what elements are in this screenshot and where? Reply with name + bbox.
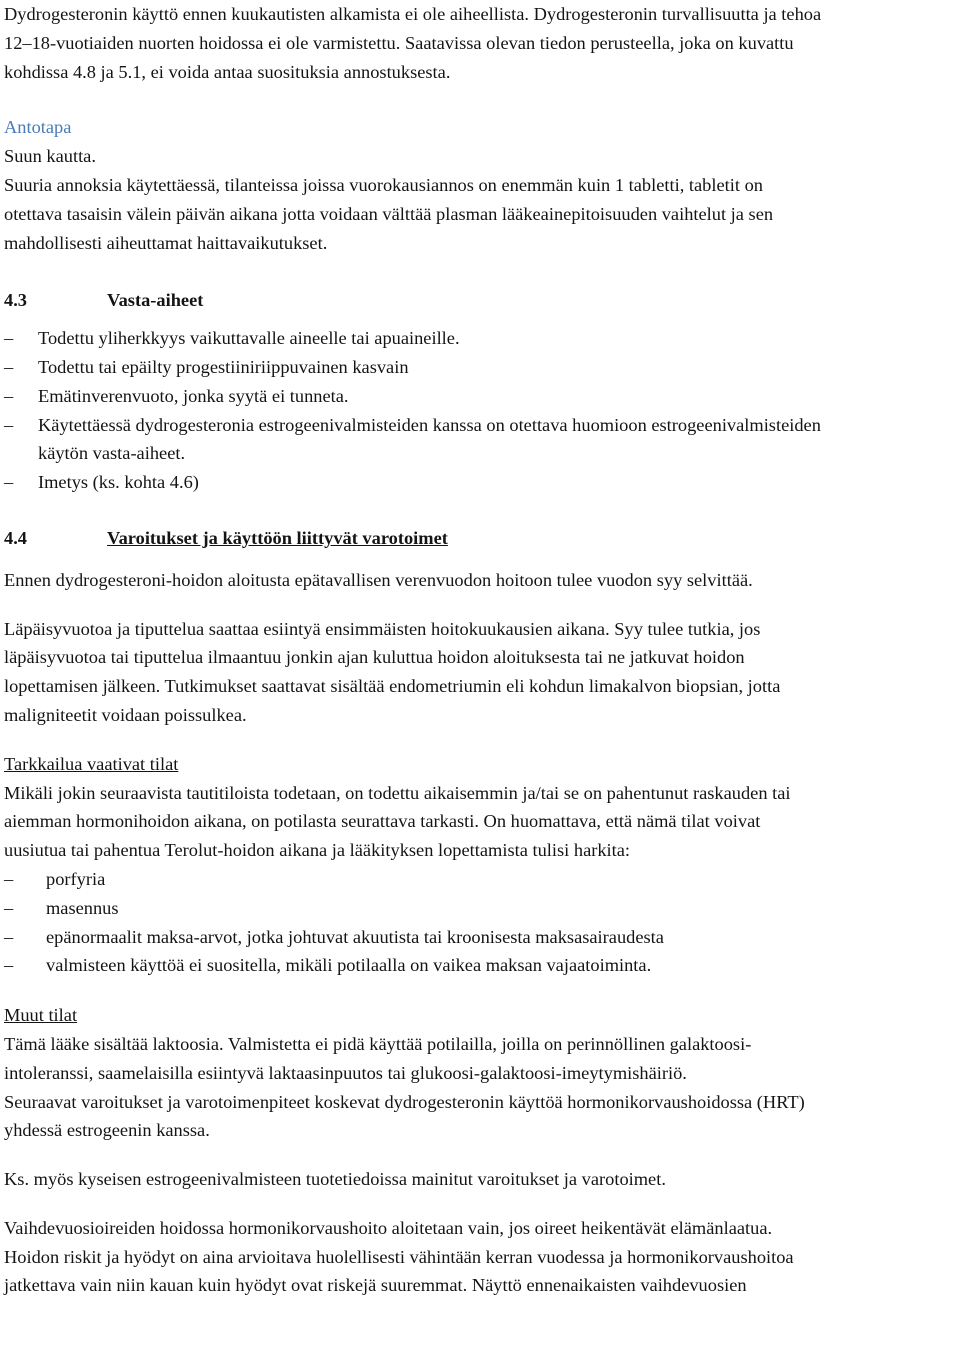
text-line: 12–18-vuotiaiden nuorten hoidossa ei ole varmistettu. Saatavissa olevan tiedon perusteella, joka on kuvattu	[4, 32, 794, 53]
text-line: yhdessä estrogeenin kanssa.	[4, 1120, 210, 1141]
section-4-4-heading	[4, 524, 956, 553]
text-line: Suuria annoksia käytettäessä, tilanteissa joissa vuorokausiannos on enemmän kuin 1 tabletti, tabletit on	[4, 174, 763, 195]
section-number: 4.3	[4, 290, 27, 311]
section-4-3-heading	[4, 286, 956, 315]
list-item-text: käytön vasta-aiheet.	[38, 443, 186, 464]
subsection-heading: Muut tilat	[4, 1005, 78, 1026]
dash-bullet: –	[4, 955, 14, 976]
other-conditions-section	[4, 1001, 956, 1145]
list-item	[4, 894, 956, 923]
text-line: läpäisyvuotoa tai tiputtelua ilmaantuu jonkin ajan kuluttua hoidon aloituksesta tai ne jatkuvat hoidon	[4, 647, 745, 668]
text-line: Läpäisyvuotoa ja tiputtelua saattaa esiintyä ensimmäisten hoitokuukausien aikana. Syy tulee tutkia, jos	[4, 618, 761, 639]
dash-bullet: –	[4, 356, 14, 377]
dash-bullet: –	[4, 897, 14, 918]
text-line: uusiutua tai pahentua Terolut-hoidon aikana ja lääkityksen lopettamista tulisi harkita:	[4, 840, 631, 861]
dash-bullet: –	[4, 926, 14, 947]
list-item-text: masennus	[46, 897, 119, 918]
subsection-heading: Tarkkailua vaativat tilat	[4, 753, 179, 774]
paragraph: Ennen dydrogesteroni-hoidon aloitusta epätavallisen verenvuodon hoitoon tulee vuodon syy selvittää.	[4, 569, 753, 590]
paragraph	[4, 615, 956, 730]
list-item-text: porfyria	[46, 868, 106, 889]
antotapa-section	[4, 113, 956, 257]
text-line: Mikäli jokin seuraavista tautitiloista todetaan, on todettu aikaisemmin ja/tai se on pahentunut raskauden tai	[4, 782, 791, 803]
section-title: Vasta-aiheet	[107, 290, 204, 311]
text-line: intoleranssi, saamelaisilla esiintyvä laktaasinpuutos tai glukoosi-galaktoosi-imeytymishäiriö.	[4, 1062, 687, 1083]
list-item	[4, 468, 956, 497]
list-item-text: epänormaalit maksa-arvot, jotka johtuvat akuutista tai kroonisesta maksasairaudesta	[46, 926, 664, 947]
dash-bullet: –	[4, 868, 14, 889]
list-item	[4, 411, 956, 469]
text-line: lopettamisen jälkeen. Tutkimukset saattavat sisältää endometriumin eli kohdun limakalvon biopsian, jotta	[4, 676, 781, 697]
dash-bullet: –	[4, 414, 14, 435]
list-item	[4, 382, 956, 411]
text-line: kohdissa 4.8 ja 5.1, ei voida antaa suosituksia annostuksesta.	[4, 61, 451, 82]
antotapa-heading: Antotapa	[4, 117, 72, 138]
paragraph: Ks. myös kyseisen estrogeenivalmisteen tuotetiedoissa mainitut varoitukset ja varotoimet.	[4, 1169, 666, 1190]
list-item	[4, 951, 956, 980]
dash-bullet: –	[4, 385, 14, 406]
list-item	[4, 923, 956, 952]
list-item-text: Imetys (ks. kohta 4.6)	[38, 472, 199, 493]
list-item	[4, 865, 956, 894]
list-item	[4, 353, 956, 382]
contraindications-list	[4, 324, 956, 497]
text-line: Tämä lääke sisältää laktoosia. Valmistetta ei pidä käyttää potilailla, joilla on perinnöllinen galaktoosi-	[4, 1033, 752, 1054]
text-line: mahdollisesti aiheuttamat haittavaikutukset.	[4, 232, 328, 253]
dash-bullet: –	[4, 472, 14, 493]
text-line: Dydrogesteronin käyttö ennen kuukautisten alkamista ei ole aiheellista. Dydrogesteronin turvallisuutta ja tehoa	[4, 4, 822, 24]
document-page	[4, 0, 956, 1300]
monitoring-section	[4, 750, 956, 980]
section-title: Varoitukset ja käyttöön liittyvät varotoimet	[107, 527, 448, 548]
dash-bullet: –	[4, 328, 14, 349]
text-line: Hoidon riskit ja hyödyt on aina arvioitava huolellisesti vähintään kerran vuodessa ja hormonikorvaushoitoa	[4, 1246, 794, 1267]
text-line: Seuraavat varoitukset ja varotoimenpiteet koskevat dydrogesteronin käyttöä hormonikorvaushoidossa (HRT)	[4, 1091, 805, 1112]
list-item-text: Todettu tai epäilty progestiiniriippuvainen kasvain	[38, 356, 409, 377]
text-line: Vaihdevuosioireiden hoidossa hormonikorvaushoito aloitetaan vain, jos oireet heikentävät elämänlaatua.	[4, 1217, 773, 1238]
list-item-text: Todettu yliherkkyys vaikuttavalle aineelle tai apuaineille.	[38, 328, 460, 349]
text-line: jatkettava vain niin kauan kuin hyödyt ovat riskejä suuremmat. Näyttö ennenaikaisten vaihdevuosien	[4, 1275, 747, 1296]
text-line: otettava tasaisin välein päivän aikana jotta voidaan välttää plasman lääkeainepitoisuuden vaihtelut ja sen	[4, 203, 774, 224]
paragraph	[4, 1214, 956, 1300]
list-item-text: valmisteen käyttöä ei suositella, mikäli potilaalla on vaikea maksan vajaatoiminta.	[46, 955, 652, 976]
list-item-text: Emätinverenvuoto, jonka syytä ei tunneta.	[38, 385, 349, 406]
conditions-list	[4, 865, 956, 980]
list-item-text: Käytettäessä dydrogesteronia estrogeenivalmisteiden kanssa on otettava huomioon estrogeenivalmisteiden	[38, 414, 821, 435]
list-item	[4, 324, 956, 353]
intro-paragraph	[4, 0, 956, 86]
text-line: aiemman hormonihoidon aikana, on potilasta seurattava tarkasti. On huomattava, että nämä tilat voivat	[4, 811, 761, 832]
text-line: maligniteetit voidaan poissulkea.	[4, 704, 247, 725]
section-number: 4.4	[4, 527, 27, 548]
antotapa-route: Suun kautta.	[4, 146, 96, 167]
